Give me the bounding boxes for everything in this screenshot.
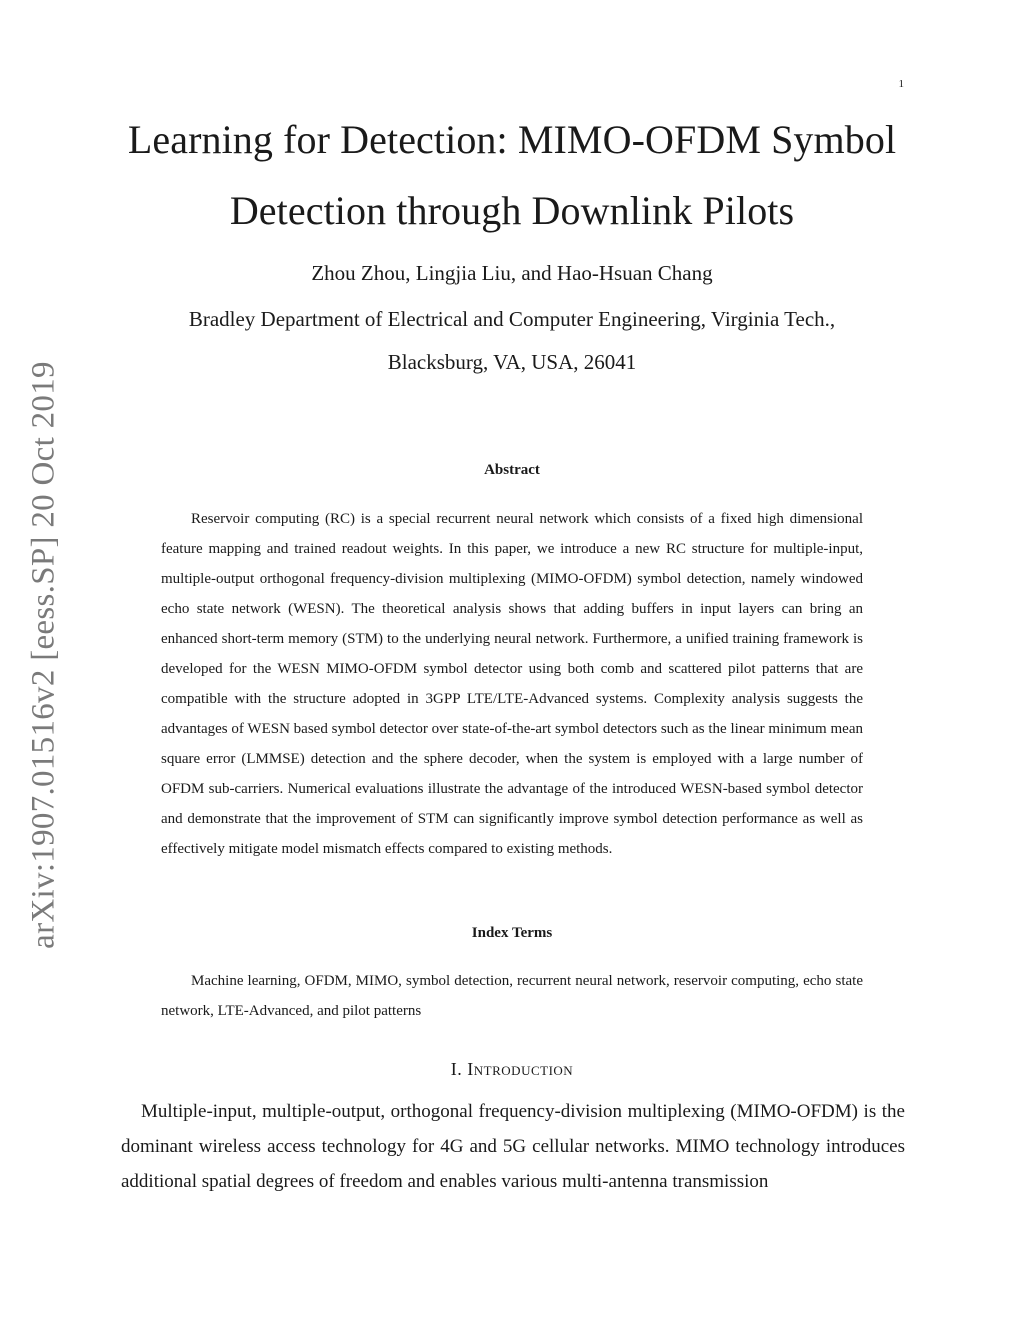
affiliation	[80, 298, 944, 384]
arxiv-identifier-stamp: arXiv:1907.01516v2 [eess.SP] 20 Oct 2019	[25, 361, 62, 949]
section-title: Introduction	[467, 1059, 574, 1079]
paper-title: Learning for Detection: MIMO-OFDM Symbol Detection through Downlink Pilots	[127, 117, 897, 233]
index-terms-heading: Index Terms	[471, 925, 553, 941]
author-list: Zhou Zhou, Lingjia Liu, and Hao-Hsuan Chang	[311, 261, 713, 285]
page-number: 1	[898, 78, 904, 90]
abstract-text: Reservoir computing (RC) is a special recurrent neural network which consists of a fixed high dimensional feature mapping and trained readout weights. In this paper, we introduce a new RC structure for multiple-input, multiple-output orthogonal frequency-division multiplexing (MIMO-OFDM) symbol detection, namely windowed echo state network (WESN). The theoretical analysis shows that adding buffers in input layers can bring an enhanced short-term memory (STM) to the underlying neural network. Furthermore, a unified training framework is developed for the WESN MIMO-OFDM symbol detector using both comb and scattered pilot patterns that are compatible with the structure adopted in 3GPP LTE/LTE-Advanced systems. Complexity analysis suggests the advantages of WESN based symbol detector over state-of-the-art symbol detectors such as the linear minimum mean square error (LMMSE) detection and the sphere decoder, when the system is employed with a large number of OFDM sub-carriers. Numerical evaluations illustrate the advantage of the introduced WESN-based symbol detector and demonstrate that the improvement of STM can significantly improve symbol detection performance as well as effectively mitigate model mismatch effects compared to existing methods.	[161, 511, 863, 857]
section-number: I.	[450, 1059, 463, 1079]
section-heading-introduction	[80, 1059, 944, 1080]
index-terms-text: Machine learning, OFDM, MIMO, symbol detection, recurrent neural network, reservoir computing, echo state network, LTE-Advanced, and pilot patterns	[161, 973, 863, 1019]
abstract-heading: Abstract	[484, 462, 540, 478]
affiliation-department: Bradley Department of Electrical and Computer Engineering, Virginia Tech.,	[188, 307, 836, 331]
introduction-text: Multiple-input, multiple-output, orthogonal frequency-division multiplexing (MIMO-OFDM) is the dominant wireless access technology for 4G and 5G cellular networks. MIMO technology introduces additional spatial degrees of freedom and enables various multi-antenna transmission	[121, 1101, 905, 1192]
affiliation-location: Blacksburg, VA, USA, 26041	[387, 350, 637, 374]
